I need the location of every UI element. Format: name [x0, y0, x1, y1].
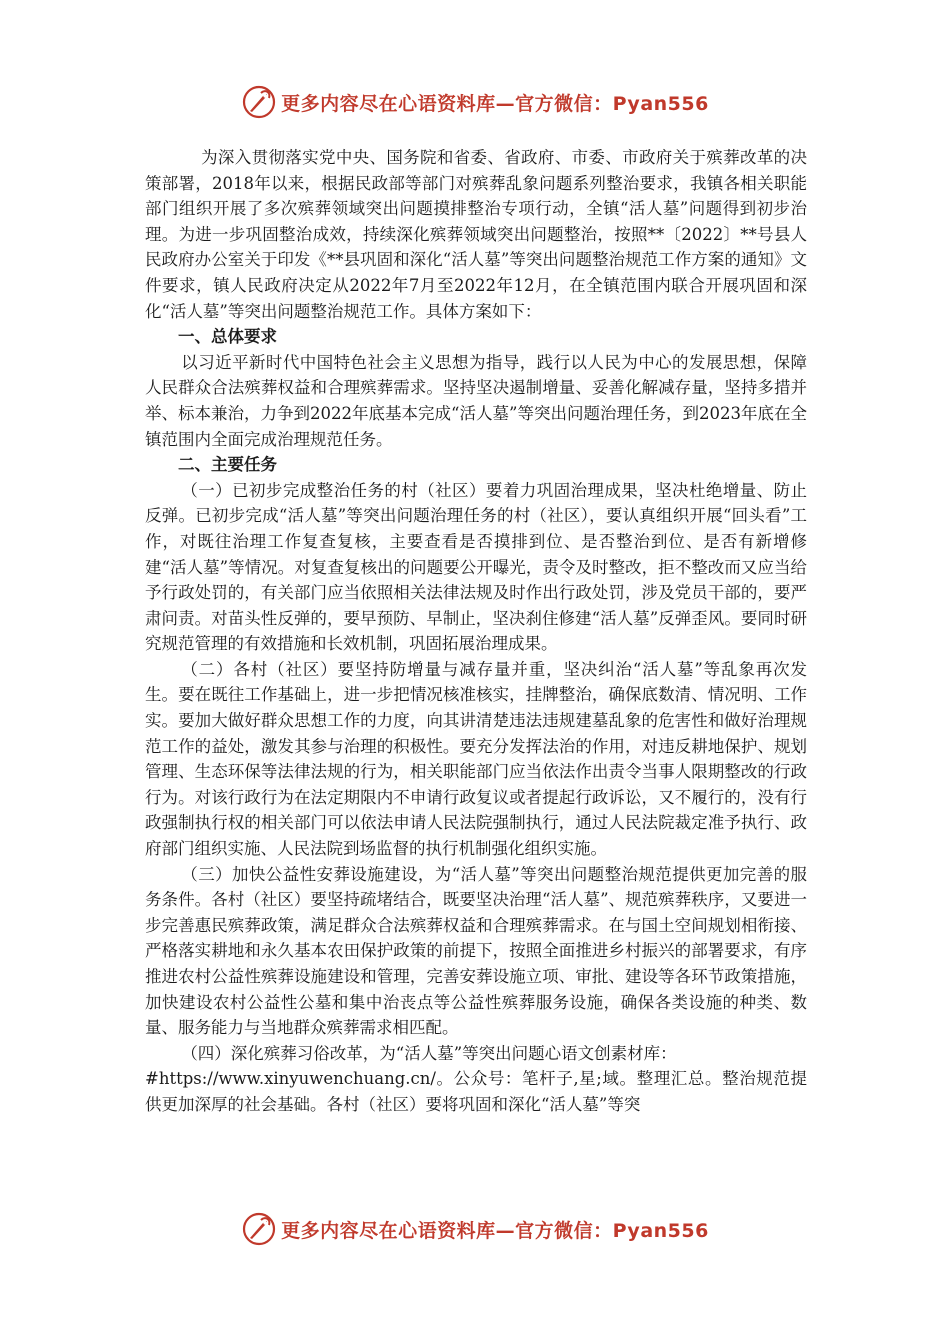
- section-heading-general: 一、总体要求: [178, 327, 277, 347]
- task-4-paragraph: （四）深化殡葬习俗改革，为“活人墓”等突出问题心语文创素材库：: [181, 1043, 677, 1063]
- pen-nib-logo-icon: [241, 84, 277, 120]
- section-heading-tasks: 二、主要任务: [178, 455, 277, 475]
- pen-nib-logo-icon: [241, 1211, 277, 1247]
- document-body: [145, 145, 807, 1118]
- footer-watermark-banner: [0, 1209, 950, 1249]
- header-watermark-banner: [0, 82, 950, 122]
- task-3-paragraph: （三）加快公益性安葬设施建设，为“活人墓”等突出问题整治规范提供更加完善的服务条件。各村（社区）要坚持疏堵结合，既要坚决治理“活人墓”、规范殡葬秩序，又要进一步完善惠民殡葬政策，满足群众合法殡葬权益和合理殡葬需求。在与国土空间规划相衔接、严格落实耕地和永久基本农田保护政策的前提下，按照全面推进乡村振兴的部署要求，有序推进农村公益性殡葬设施建设和管理，完善安葬设施立项、审批、建设等各环节政策措施，加快建设农村公益性公墓和集中治丧点等公益性殡葬服务设施，确保各类设施的种类、数量、服务能力与当地群众殡葬需求相匹配。: [145, 864, 807, 1038]
- banner-text: 更多内容尽在心语资料库—官方微信：Pyan556: [281, 1219, 709, 1242]
- task-4-continuation: #https://www.xinyuwenchuang.cn/。公众号：笔杆子,星;域。整理汇总。整治规范提供更加深厚的社会基础。各村（社区）要将巩固和深化“活人墓”等突: [145, 1069, 807, 1114]
- banner-text: 更多内容尽在心语资料库—官方微信：Pyan556: [281, 92, 709, 115]
- task-1-paragraph: （一）已初步完成整治任务的村（社区）要着力巩固治理成果，坚决杜绝增量、防止反弹。已初步完成“活人墓”等突出问题治理任务的村（社区），要认真组织开展“回头看”工作，对既往治理工作复查复核，主要查看是否摸排到位、是否整治到位、是否有新增修建“活人墓”等情况。对复查复核出的问题要公开曝光，责令及时整改，拒不整改而又应当给予行政处罚的，有关部门应当依照相关法律法规及时作出行政处罚，涉及党员干部的，要严肃问责。对苗头性反弹的，要早预防、早制止，坚决刹住修建“活人墓”反弹歪风。要同时研究规范管理的有效措施和长效机制，巩固拓展治理成果。: [145, 480, 807, 654]
- task-2-paragraph: （二）各村（社区）要坚持防增量与减存量并重，坚决纠治“活人墓”等乱象再次发生。要在既往工作基础上，进一步把情况核准核实，挂牌整治，确保底数清、情况明、工作实。要加大做好群众思想工作的力度，向其讲清楚违法违规建墓乱象的危害性和做好治理规范工作的益处，激发其参与治理的积极性。要充分发挥法治的作用，对违反耕地保护、规划管理、生态环保等法律法规的行为，相关职能部门应当依法作出责令当事人限期整改的行政行为。对该行政行为在法定期限内不申请行政复议或者提起行政诉讼，又不履行的，没有行政强制执行权的相关部门可以依法申请人民法院强制执行，通过人民法院裁定准予执行、政府部门组织实施、人民法院到场监督的执行机制强化组织实施。: [145, 659, 807, 859]
- intro-paragraph: 为深入贯彻落实党中央、国务院和省委、省政府、市委、市政府关于殡葬改革的决策部署，2018年以来，根据民政部等部门对殡葬乱象问题系列整治要求，我镇各相关职能部门组织开展了多次殡葬领域突出问题摸排整治专项行动，全镇“活人墓”问题得到初步治理。为进一步巩固整治成效，持续深化殡葬领域突出问题整治，按照**〔2022〕**号县人民政府办公室关于印发《**县巩固和深化“活人墓”等突出问题整治规范工作方案的通知》文件要求，镇人民政府决定从2022年7月至2022年12月，在全镇范围内联合开展巩固和深化“活人墓”等突出问题整治规范工作。具体方案如下：: [145, 148, 807, 321]
- general-requirements-paragraph: 以习近平新时代中国特色社会主义思想为指导，践行以人民为中心的发展思想，保障人民群众合法殡葬权益和合理殡葬需求。坚持坚决遏制增量、妥善化解减存量，坚持多措并举、标本兼治，力争到2022年底基本完成“活人墓”等突出问题治理任务，到2023年底在全镇范围内全面完成治理规范任务。: [145, 352, 807, 449]
